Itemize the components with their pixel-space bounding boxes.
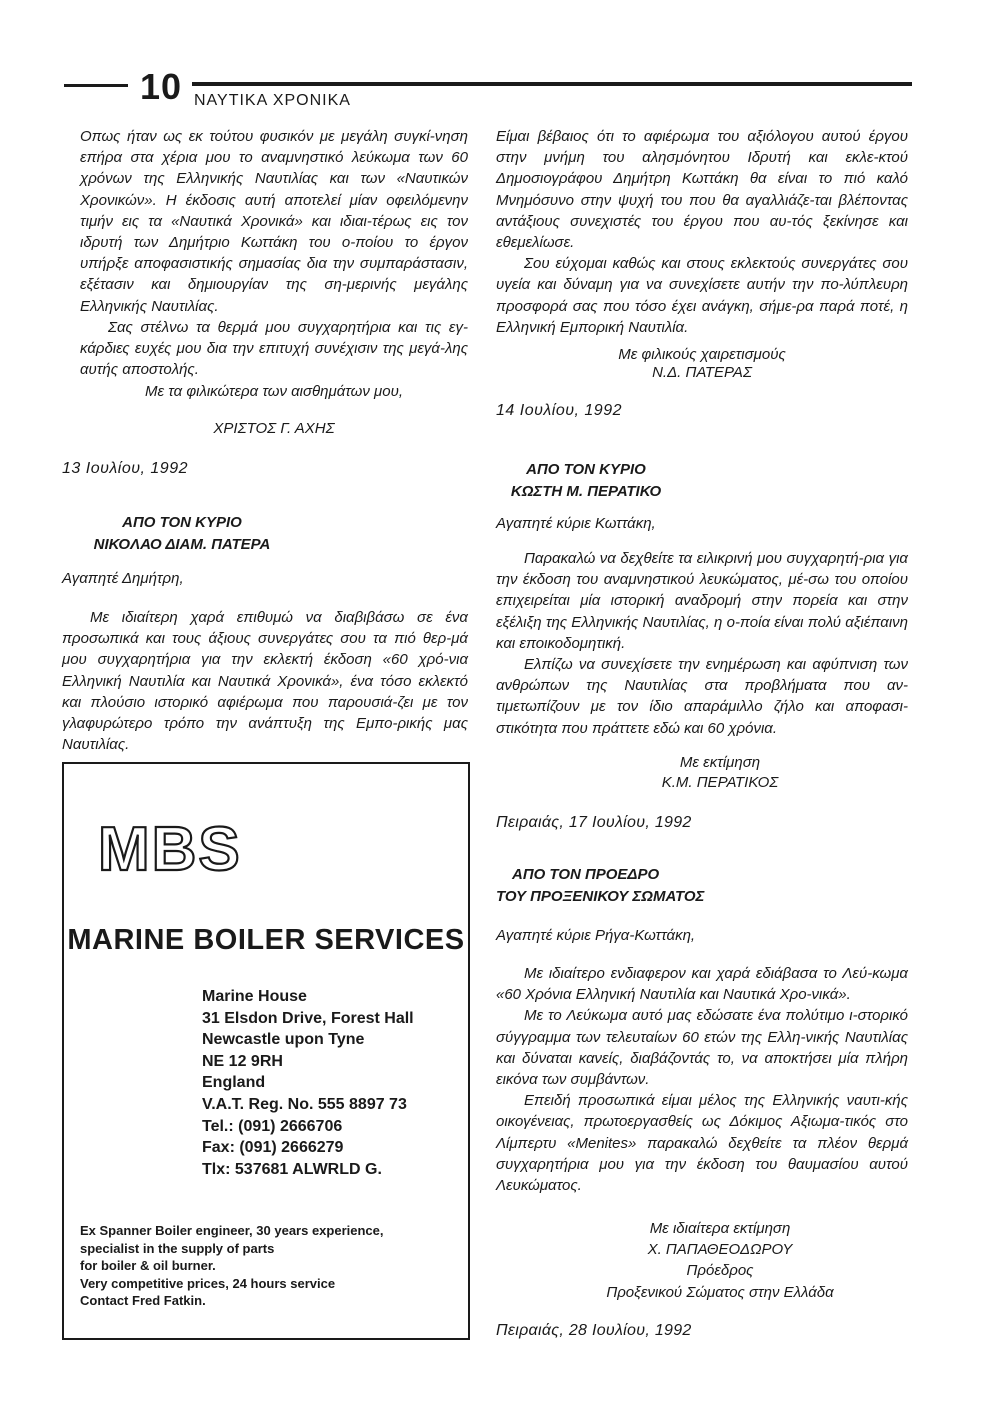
ad-address-line: V.A.T. Reg. No. 555 8897 73 xyxy=(202,1095,407,1113)
page-header xyxy=(0,0,1000,110)
letter-paragraph: Με ιδιαίτερη χαρά επιθυμώ να διαβιβάσω σε ένα προσωπικά και τους άξιους συνεργάτες σου τα πιό θερ-μά μου συγχαρητήρια για την εκλεκτή έκδοση «60 χρό-νια Ελληνική Ναυτιλία και Ναυτικά Χρονικά», ένα τόσο εκλεκτό και πλούσιο ιστορικό αφιέρωμα που παρουσιά-ζει με τον γλαφυρώτερο τρόπο την ανάπτυξη της Εμπο-ρικής μας Ναυτιλίας. xyxy=(62,609,468,754)
ad-company-name: MARINE BOILER SERVICES xyxy=(67,924,465,956)
letter2-salutation: Αγαπητέ Δημήτρη, xyxy=(62,570,184,587)
letter-paragraph: Σου εύχομαι καθώς και στους εκλεκτούς συνεργάτες σου υγεία και δύναμη για να συνεχίσετε αυτήν την πο-λύπλευρη προσφορά σας που τόσο έχει ανάγκη, σήμε-ρα παρά ποτέ, η Ελληνική Εμπορική Ναυτιλία. xyxy=(496,255,908,336)
letter2-body-left xyxy=(62,607,468,755)
ad-address-line: Tlx: 537681 ALWRLD G. xyxy=(202,1160,382,1178)
letter3-heading xyxy=(496,459,676,503)
letter3-heading-line1: ΑΠΟ ΤΟΝ ΚΥΡΙΟ xyxy=(526,461,646,478)
ad-address-line: Newcastle upon Tyne xyxy=(202,1031,365,1049)
ad-address-line: England xyxy=(202,1074,266,1092)
letter2-heading xyxy=(62,512,302,556)
left-column-letter1 xyxy=(80,126,468,380)
letter-paragraph: Με ιδιαίτερο ενδιαφερον και χαρά εδιάβασα το Λεύ-κωμα «60 Χρόνια Ελληνική Ναυτιλία και Ναυτικά Χρο-νικά». xyxy=(496,965,908,1004)
header-rule-left xyxy=(64,84,128,87)
letter2-signature: Ν.Δ. ΠΑΤΕΡΑΣ xyxy=(652,364,752,381)
letter-paragraph: Παρακαλώ να δεχθείτε τα ειλικρινή μου συγχαρητή-ρια για την έκδοση του αναμνηστικού λευκώματος, μέ-σω του οποίου επιχειρείται μία ιστορική αναδρομή στην πορεία και στην εξέλιξη της Ελληνικής Ναυτιλίας, η ο-ποία είναι πολύ αξιέπαινη και εποικοδομητική. xyxy=(496,550,908,652)
ad-address xyxy=(202,986,414,1180)
letter4-body xyxy=(496,963,908,1196)
letter2-heading-line2: ΝΙΚΟΛΑΟ ΔΙΑΜ. ΠΑΤΕΡΑ xyxy=(93,536,271,553)
publication-name: ΝΑΥΤΙΚΑ ΧΡΟΝΙΚΑ xyxy=(194,92,351,109)
ad-address-line: Fax: (091) 2666279 xyxy=(202,1139,344,1157)
letter2-body-right xyxy=(496,126,908,338)
ad-note-line: Ex Spanner Boiler engineer, 30 years experience, xyxy=(80,1223,384,1238)
ad-address-line: NE 12 9RH xyxy=(202,1052,283,1070)
letter1-closing: Με τα φιλικώτερα των αισθημάτων μου, xyxy=(144,383,404,400)
letter-paragraph: Οπως ήταν ως εκ τούτου φυσικόν με μεγάλη συγκί-νηση επήρα στα χέρια μου το αναμνηστικό λεύκωμα των 60 χρόνων της Ελληνικής Ναυτιλίας και των «Ναυτικών Χρονικών». Η έκδοσις αυτή αποτελεί μίαν οφειλόμενην τιμήν εις τα «Ναυτικά Χρονικά» και ιδιαι-τέρως εις τον ιδρυτή των Δημήτριο Κωττάκη του ο-ποίου το έργον υπήρξε αποφασιστικής σημασίας δια την συμπαράστασιν, εξέτασιν και δημιουργίαν της ση-μερινής μεγάλης Ελληνικής Ναυτιλίας. xyxy=(80,128,468,315)
mbs-logo-text: MBS xyxy=(98,815,242,884)
letter-paragraph: Σας στέλνω τα θερμά μου συγχαρητήρια και τις εγ-κάρδιες ευχές μου δια την επιτυχή συνέχισιν της μεγά-λης αυτής αποστολής. xyxy=(80,318,468,379)
letter3-heading-line2: ΚΩΣΤΗ Μ. ΠΕΡΑΤΙΚΟ xyxy=(510,483,662,500)
ad-note-line: for boiler & oil burner. xyxy=(80,1258,216,1273)
letter-paragraph: Είμαι βέβαιος ότι το αφιέρωμα του αξιόλογου αυτού έργου στην μνήμη του αλησμόνητου Ιδρυτή και εκλε-κτού Δημοσιογράφου Δημήτρη Κωττάκη θα είναι το πιό καλό Μνημόσυνο στην ψυχή του που θα αγαλλιάζε-ται βλέποντας αντάξιους συνεχιστές του έργου που αυ-τός ξεκίνησε και εθεμελίωσε. xyxy=(496,128,908,252)
letter2-date: 14 Ιουλίου, 1992 xyxy=(496,402,622,419)
letter4-signature: Χ. ΠΑΠΑΘΕΟΔΩΡΟΥ xyxy=(647,1241,793,1259)
ad-note-line: Very competitive prices, 24 hours service xyxy=(80,1275,336,1291)
letter4-title1: Πρόεδρος xyxy=(686,1262,754,1280)
letter1-date: 13 Ιουλίου, 1992 xyxy=(62,460,188,477)
mbs-logo-icon xyxy=(94,814,254,884)
letter4-heading-line2: ΤΟΥ ΠΡΟΞΕΝΙΚΟΥ ΣΩΜΑΤΟΣ xyxy=(496,888,705,905)
letter3-closing: Με εκτίμηση xyxy=(679,754,761,771)
ad-address-line: 31 Elsdon Drive, Forest Hall xyxy=(202,1009,414,1027)
letter4-heading-line1: ΑΠΟ ΤΟΝ ΠΡΟΕΔΡΟ xyxy=(512,866,660,883)
letter-paragraph: Ελπίζω να συνεχίσετε την ενημέρωση και αφύπνιση των ανθρώπων της Ναυτιλίας στα προβλήματα που αν-τιμετωπίζουν με τον ίδιο απαράμιλλο ζήλο και αποφασι-στικότητα που πράττετε εδώ και 60 χρόνια. xyxy=(496,656,908,737)
letter4-title2: Προξενικού Σώματος στην Ελλάδα xyxy=(606,1283,834,1301)
letter3-body xyxy=(496,548,908,739)
letter2-closing: Με φιλικούς χαιρετισμούς xyxy=(618,346,786,363)
advertisement-box xyxy=(62,762,470,1340)
letter2-heading-line1: ΑΠΟ ΤΟΝ ΚΥΡΙΟ xyxy=(122,514,242,531)
header-rule-right xyxy=(192,82,912,86)
letter4-signoff xyxy=(560,1218,880,1303)
letter4-heading xyxy=(496,864,756,908)
letter3-salutation: Αγαπητέ κύριε Κωττάκη, xyxy=(496,515,656,532)
letter1-signature: ΧΡΙΣΤΟΣ Γ. ΑΧΗΣ xyxy=(213,420,335,437)
letter3-date: Πειραιάς, 17 Ιουλίου, 1992 xyxy=(496,814,692,831)
letter-paragraph: Με το Λεύκωμα αυτό μας εδώσατε ένα πολύτιμο ι-στορικό σύγγραμμα των τελευταίων 60 ετών της Ελλη-νικής Ναυτιλίας και δύναται κανείς, διαβάζοντάς το, να αποκτήσει μία πλήρη εικόνα των συμβάντων. xyxy=(496,1007,908,1089)
letter4-salutation: Αγαπητέ κύριε Ρήγα-Κωττάκη, xyxy=(496,927,696,944)
ad-note xyxy=(80,1222,384,1310)
letter-paragraph: Επειδή προσωπικά είμαι μέλος της Ελληνικής ναυτι-κής οικογένειας, πρωτοεργασθείς ως Δόκιμος Αξιωμα-τικός στο Λίμπερτυ «Menites» παρακαλώ δεχθείτε τα πλέον θερμά συγχαρητήρια μου για την έκδοση του θαυμασίου αυτού Λευκώματος. xyxy=(496,1092,908,1195)
ad-address-line: Marine House xyxy=(202,988,307,1005)
page-number: 10 xyxy=(140,66,183,107)
letter4-date: Πειραιάς, 28 Ιουλίου, 1992 xyxy=(496,1322,692,1339)
ad-address-line: Tel.: (091) 2666706 xyxy=(202,1117,343,1135)
letter3-signature: Κ.Μ. ΠΕΡΑΤΙΚΟΣ xyxy=(661,774,779,791)
letter4-closing: Με ιδιαίτερα εκτίμηση xyxy=(649,1220,791,1237)
ad-note-line: specialist in the supply of parts xyxy=(80,1240,275,1256)
ad-note-line: Contact Fred Fatkin. xyxy=(80,1293,206,1308)
